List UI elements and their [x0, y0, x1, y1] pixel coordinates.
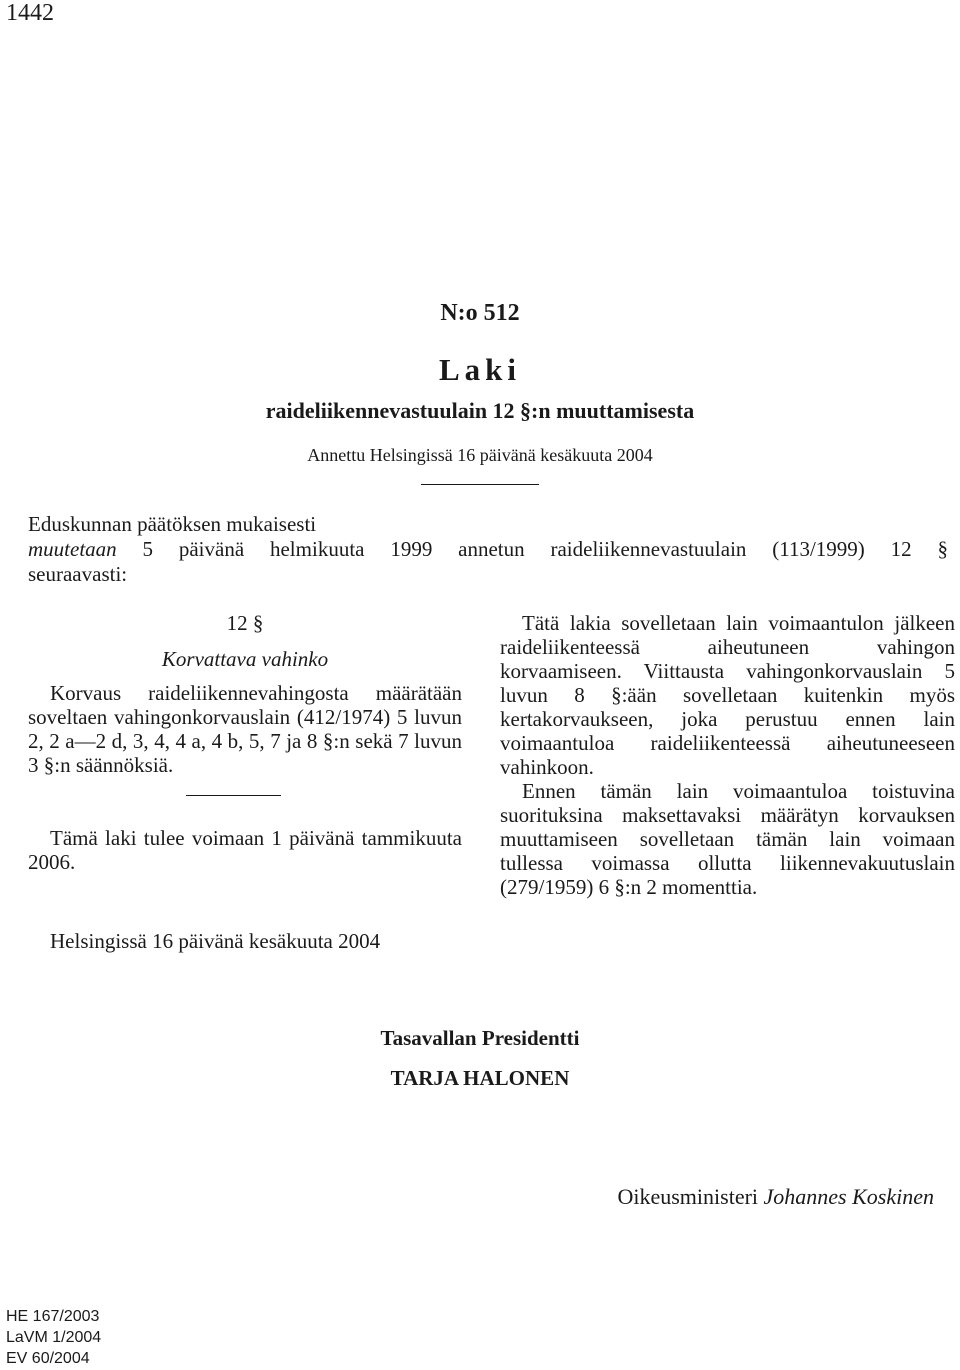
right-column	[500, 611, 955, 899]
legislative-references	[6, 1306, 101, 1369]
enacting-clause-line-3: seuraavasti:	[28, 562, 128, 586]
president-name: TARJA HALONEN	[390, 1066, 570, 1090]
minister-signature	[617, 1184, 934, 1210]
section-paragraph: Korvaus raideliikennevahingosta määrätään soveltaen vahingonkorvauslain (412/1974) 5 luvun 2, 2 a—2 d, 3, 4, 4 a, 4 b, 5, 7 ja 8 §:n sekä 7 luvun 3 §:n säännöksiä.	[28, 681, 462, 777]
enacting-clause	[28, 512, 948, 587]
enacting-verb: muutetaan	[28, 537, 117, 561]
transitional-paragraph-1: Tätä lakia sovelletaan lain voimaantulon jälkeen raideliikenteessä aiheutuneen vahingon korvaamiseen. Viittausta vahingonkorvauslain 5 luvun 8 §:ään sovelletaan kuitenkin myös kertakorvaukseen, joka perustuu ennen lain voimaantuloa raideliikenteessä aiheutuneeseen vahinkoon.	[500, 611, 955, 779]
enacting-clause-line-2	[28, 537, 948, 562]
title-divider	[421, 484, 539, 485]
given-date: Annettu Helsingissä 16 päivänä kesäkuuta 2004	[307, 445, 653, 465]
place-date: Helsingissä 16 päivänä kesäkuuta 2004	[50, 929, 381, 953]
law-title: raideliikennevastuulain 12 §:n muuttamisesta	[265, 398, 695, 423]
enacting-clause-rest: 5 päivänä helmikuuta 1999 annetun raideliikennevastuulain (113/1999) 12 §	[116, 537, 948, 561]
section-number: 12 §	[226, 611, 264, 635]
president-title: Tasavallan Presidentti	[380, 1026, 580, 1050]
entry-into-force-block	[28, 826, 462, 874]
reference-item: LaVM 1/2004	[6, 1329, 102, 1346]
reference-item: HE 167/2003	[6, 1308, 100, 1325]
minister-name: Johannes Koskinen	[763, 1184, 934, 1209]
left-column	[28, 611, 462, 777]
transitional-paragraph-2: Ennen tämän lain voimaantuloa toistuvina suorituksina maksettavaksi määrätyn korvauksen muuttamiseen sovelletaan tämän lain voimaan tullessa voimassa ollutta liikennevakuutuslain (279/1959) 6 §:n 2 momenttia.	[500, 779, 955, 899]
enacting-clause-line-1: Eduskunnan päätöksen mukaisesti	[28, 512, 317, 536]
entry-into-force: Tämä laki tulee voimaan 1 päivänä tammikuuta 2006.	[28, 826, 462, 874]
section-title: Korvattava vahinko	[161, 647, 329, 671]
section-divider	[186, 795, 281, 796]
law-number: N:o 512	[440, 300, 520, 326]
reference-item: EV 60/2004	[6, 1350, 90, 1367]
page-number: 1442	[6, 0, 54, 26]
minister-title: Oikeusministeri	[617, 1184, 759, 1209]
law-heading: Laki	[438, 352, 522, 387]
